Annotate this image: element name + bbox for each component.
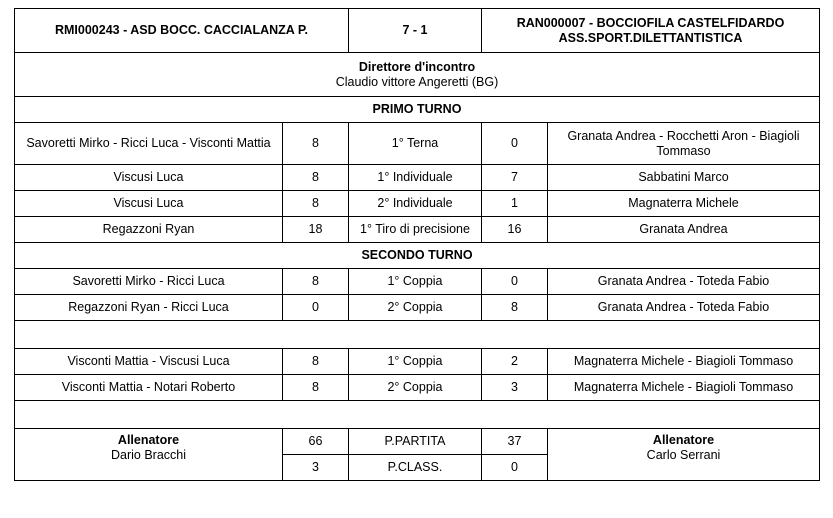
table-row <box>15 375 820 401</box>
event-name: 1° Tiro di precisione <box>349 217 482 243</box>
away-players: Magnaterra Michele <box>548 191 820 217</box>
event-name: 1° Terna <box>349 123 482 165</box>
blank-row <box>15 321 820 349</box>
class-away-points: 0 <box>482 455 548 481</box>
section-header-secondo <box>15 243 820 269</box>
away-score: 0 <box>482 269 548 295</box>
partita-label: P.PARTITA <box>349 429 482 455</box>
partita-away-points: 37 <box>482 429 548 455</box>
away-players: Granata Andrea - Toteda Fabio <box>548 295 820 321</box>
away-score: 7 <box>482 165 548 191</box>
match-score: 7 - 1 <box>349 9 482 53</box>
table-row <box>15 191 820 217</box>
away-players: Granata Andrea - Toteda Fabio <box>548 269 820 295</box>
home-score: 8 <box>283 349 349 375</box>
home-players: Viscusi Luca <box>15 191 283 217</box>
event-name: 1° Coppia <box>349 349 482 375</box>
blank-cell <box>15 321 820 349</box>
match-report-table <box>14 8 820 481</box>
footer-row-partita <box>15 429 820 455</box>
event-name: 2° Individuale <box>349 191 482 217</box>
home-score: 8 <box>283 191 349 217</box>
away-coach-label: Allenatore <box>652 433 715 447</box>
away-players: Granata Andrea - Rocchetti Aron - Biagioli Tommaso <box>548 123 820 165</box>
section-title: PRIMO TURNO <box>15 97 820 123</box>
away-score: 0 <box>482 123 548 165</box>
home-score: 8 <box>283 269 349 295</box>
away-team-name: RAN000007 - BOCCIOFILA CASTELFIDARDO ASS.SPORT.DILETTANTISTICA <box>482 9 820 53</box>
director-label: Direttore d'incontro <box>358 59 476 74</box>
table-row <box>15 349 820 375</box>
away-players: Magnaterra Michele - Biagioli Tommaso <box>548 349 820 375</box>
home-players: Viscusi Luca <box>15 165 283 191</box>
event-name: 2° Coppia <box>349 295 482 321</box>
home-score: 8 <box>283 375 349 401</box>
director-row <box>15 53 820 97</box>
home-players: Regazzoni Ryan - Ricci Luca <box>15 295 283 321</box>
home-coach-cell <box>15 429 283 481</box>
home-players: Savoretti Mirko - Ricci Luca <box>15 269 283 295</box>
home-players: Savoretti Mirko - Ricci Luca - Visconti Mattia <box>15 123 283 165</box>
section-title: SECONDO TURNO <box>15 243 820 269</box>
table-row <box>15 269 820 295</box>
away-coach-name: Carlo Serrani <box>646 448 721 462</box>
away-score: 8 <box>482 295 548 321</box>
home-coach-label: Allenatore <box>117 433 180 447</box>
home-players: Visconti Mattia - Notari Roberto <box>15 375 283 401</box>
director-name: Claudio vittore Angeretti (BG) <box>335 74 499 89</box>
table-row <box>15 165 820 191</box>
away-players: Sabbatini Marco <box>548 165 820 191</box>
away-players: Granata Andrea <box>548 217 820 243</box>
home-team-name: RMI000243 - ASD BOCC. CACCIALANZA P. <box>15 9 349 53</box>
class-label: P.CLASS. <box>349 455 482 481</box>
section-header-primo <box>15 97 820 123</box>
away-score: 1 <box>482 191 548 217</box>
home-players: Regazzoni Ryan <box>15 217 283 243</box>
event-name: 1° Individuale <box>349 165 482 191</box>
table-row <box>15 123 820 165</box>
away-players: Magnaterra Michele - Biagioli Tommaso <box>548 375 820 401</box>
home-score: 8 <box>283 165 349 191</box>
event-name: 2° Coppia <box>349 375 482 401</box>
table-row <box>15 217 820 243</box>
partita-home-points: 66 <box>283 429 349 455</box>
home-coach-name: Dario Bracchi <box>110 448 187 462</box>
home-score: 8 <box>283 123 349 165</box>
blank-cell <box>15 401 820 429</box>
event-name: 1° Coppia <box>349 269 482 295</box>
home-players: Visconti Mattia - Viscusi Luca <box>15 349 283 375</box>
class-home-points: 3 <box>283 455 349 481</box>
away-coach-cell <box>548 429 820 481</box>
home-score: 0 <box>283 295 349 321</box>
away-score: 16 <box>482 217 548 243</box>
header-row <box>15 9 820 53</box>
table-row <box>15 295 820 321</box>
director-cell <box>15 53 820 97</box>
home-score: 18 <box>283 217 349 243</box>
blank-row <box>15 401 820 429</box>
away-score: 3 <box>482 375 548 401</box>
away-score: 2 <box>482 349 548 375</box>
